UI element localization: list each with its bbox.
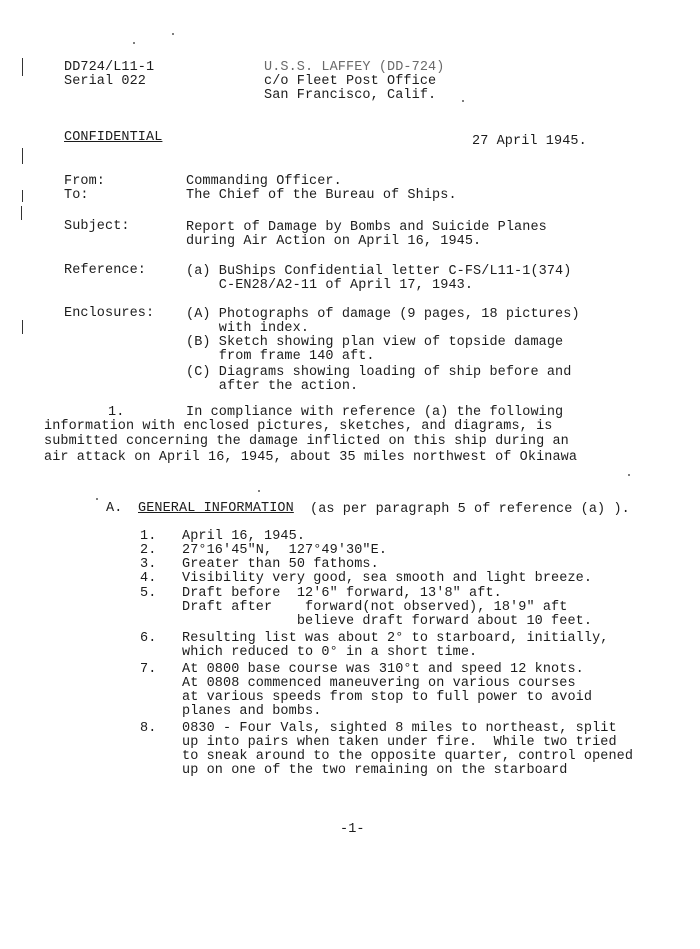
scan-dot [628,474,630,476]
ship-address-line: c/o Fleet Post Office [264,74,437,89]
item-line: April 16, 1945. [182,529,306,544]
paragraph-line: air attack on April 16, 1945, about 35 miles northwest of Okinawa [44,450,578,465]
item-line: 0830 - Four Vals, sighted 8 miles to northeast, split [182,721,617,736]
item-line: Resulting list was about 2° to starboard, initially, [182,631,609,646]
to-value: The Chief of the Bureau of Ships. [186,188,457,203]
ship-address-line: San Francisco, Calif. [264,88,437,103]
item-line: Draft after forward(not observed), 18'9" aft [182,600,568,615]
item-number: 7. [140,662,157,677]
item-line: planes and bombs. [182,704,322,719]
paragraph-number: 1. [108,405,125,420]
item-line: at various speeds from stop to full power to avoid [182,690,593,705]
item-line: 27°16'45"N, 127°49'30"E. [182,543,388,558]
scan-dot [96,498,98,500]
scan-dot [133,42,135,44]
item-number: 4. [140,571,157,586]
item-line: Visibility very good, sea smooth and light breeze. [182,571,593,586]
margin-mark [22,58,23,76]
reference-line: (a) BuShips Confidential letter C-FS/L11-1(374) [186,264,572,279]
scan-dot [258,490,260,492]
item-number: 1. [140,529,157,544]
enclosure-line: from frame 140 aft. [186,349,375,364]
enclosure-line: with index. [186,321,310,336]
item-line: up on one of the two remaining on the starboard [182,763,568,778]
scan-dot [462,100,464,102]
enclosures-label: Enclosures: [64,306,155,321]
item-line: Draft before 12'6" forward, 13'8" aft. [182,586,502,601]
page-number: -1- [340,822,365,837]
item-line: At 0808 commenced maneuvering on various courses [182,676,576,691]
section-heading: GENERAL INFORMATION [138,501,294,516]
from-value: Commanding Officer. [186,174,342,189]
enclosure-line: (C) Diagrams showing loading of ship before and [186,365,572,380]
subject-line: during Air Action on April 16, 1945. [186,234,482,249]
item-line: Greater than 50 fathoms. [182,557,379,572]
section-heading-suffix: (as per paragraph 5 of reference (a) ). [310,502,630,517]
file-code: DD724/L11-1 [64,60,155,75]
paragraph-line: In compliance with reference (a) the following [186,405,564,420]
paragraph-line: information with enclosed pictures, sketches, and diagrams, is [44,419,553,434]
item-number: 5. [140,586,157,601]
paragraph-line: submitted concerning the damage inflicted on this ship during an [44,434,569,449]
margin-mark [22,190,23,202]
enclosure-line: (B) Sketch showing plan view of topside damage [186,335,564,350]
subject-label: Subject: [64,219,130,234]
scan-dot [172,33,174,35]
item-line: believe draft forward about 10 feet. [182,614,593,629]
classification-label: CONFIDENTIAL [64,130,163,145]
item-number: 6. [140,631,157,646]
serial-number: Serial 022 [64,74,147,89]
item-line: At 0800 base course was 310°t and speed 12 knots. [182,662,584,677]
item-number: 2. [140,543,157,558]
enclosure-line: (A) Photographs of damage (9 pages, 18 pictures) [186,307,580,322]
from-label: From: [64,174,106,189]
document-date: 27 April 1945. [472,134,587,149]
margin-mark [21,206,22,220]
subject-line: Report of Damage by Bombs and Suicide Planes [186,220,547,235]
margin-mark [22,148,23,164]
enclosure-line: after the action. [186,379,359,394]
section-letter: A. [106,501,123,516]
margin-mark [22,320,23,334]
item-number: 3. [140,557,157,572]
to-label: To: [64,188,89,203]
item-number: 8. [140,721,157,736]
item-line: which reduced to 0° in a short time. [182,645,478,660]
reference-label: Reference: [64,263,147,278]
reference-line: C-EN28/A2-11 of April 17, 1943. [186,278,474,293]
item-line: up into pairs when taken under fire. While two tried [182,735,617,750]
ship-name: U.S.S. LAFFEY (DD-724) [264,60,445,75]
item-line: to sneak around to the opposite quarter, control opened [182,749,634,764]
